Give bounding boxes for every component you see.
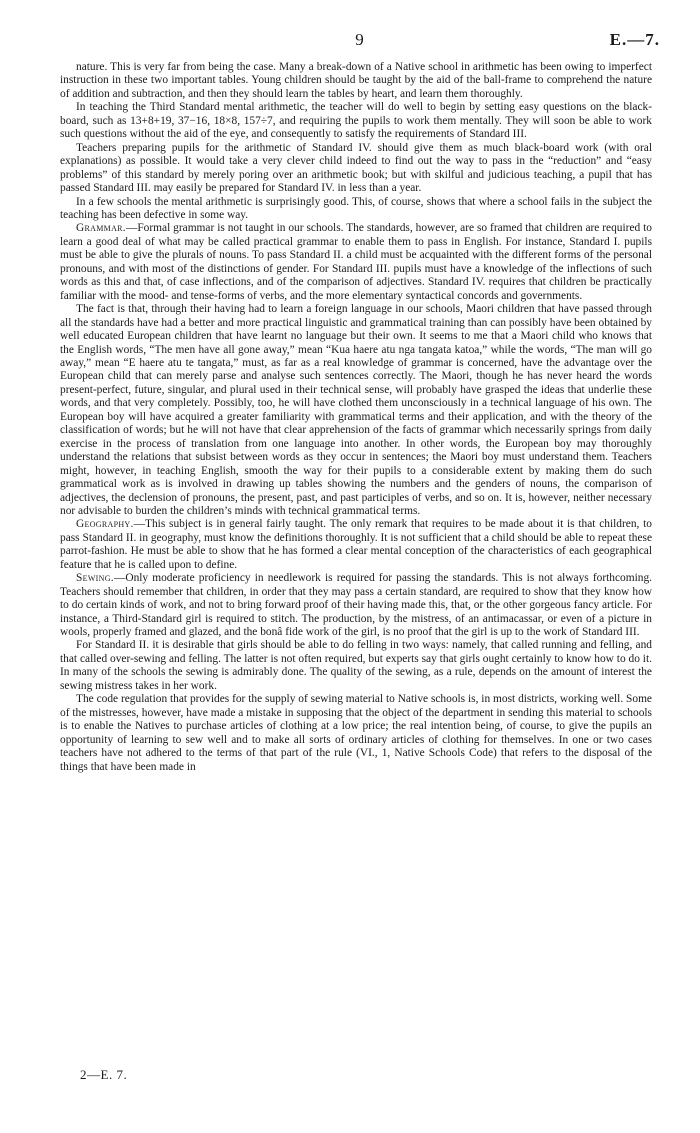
section-heading: Sewing. (76, 572, 114, 585)
paragraph-text: In a few schools the mental arithmetic is surprisingly good. This, of course, shows that where a school fails in the subject the teaching has been defective in some way. (60, 195, 652, 221)
paragraph-text: —Only moderate proficiency in needlework is required for passing the standards. This is not always forthcoming. Teachers should remember that children, in order that they may pass a certain standard, are required to show that they know how to do certain kinds of work, and not to bring forward proof of their having made this, that, or the other gorgeous fancy article. For instance, a Third-Standard girl is required to stitch. The production, by the mistress, of an antimacassar, or even of a picture in wools, properly framed and glazed, and the bonâ fide work of the girl, is no proof that the girl is up to the work of Standard III. (60, 572, 652, 639)
paragraph (60, 693, 652, 774)
paragraph (60, 196, 652, 223)
paragraph (60, 61, 652, 101)
paragraph (60, 639, 652, 693)
body-text (60, 61, 652, 774)
paragraph-text: For Standard II. it is desirable that girls should be able to do felling in two ways: namely, that called running and felling, and that called over-sewing and felling. The latter is not often required, but experts say that girls ought certainly to know how to do it. In many of the schools the sewing is admirably done. The quality of the sewing, as a rule, depends on the amount of interest the sewing mistress takes in her work. (60, 639, 652, 692)
paragraph (60, 518, 652, 572)
paragraph-text: nature. This is very far from being the case. Many a break-down of a Native school in arithmetic has been owing to imperfect instruction in these two important tables. Young children should be taught by the aid of the ball-frame to comprehend the nature of addition and subtraction, and then they should learn the tables by heart, and learn them thoroughly. (60, 61, 652, 100)
page-header (60, 30, 660, 54)
paragraph-text: Teachers preparing pupils for the arithmetic of Standard IV. should give them as much black-board work (with oral explanations) as possible. It would take a very clever child indeed to find out the way to pass in the “reduction” and “easy problems” of this standard by merely poring over an arithmetic book; but with skilful and judicious teaching, a pupil that has passed Standard III. may easily be prepared for Standard IV. in less than a year. (60, 141, 652, 195)
section-heading: Grammar. (76, 222, 126, 235)
paragraph-text: —Formal grammar is not taught in our schools. The standards, however, are so framed that children are required to learn a good deal of what may be called practical grammar to enable them to pass in English. For instance, Standard I. pupils must be able to give the plurals of nouns. To pass Standard II. a child must be acquainted with the different forms of the personal pronouns, and with most of the distinctions of gender. For Standard III. pupils must have a knowledge of the inflections of such words as this and that, of case inflections, and of the comparison of adjectives. Standard IV. requires that children be practically familiar with the mood- and tense-forms of verbs, and the more elementary syntactical concords and governments. (60, 222, 652, 302)
page-number: 9 (355, 30, 365, 49)
paragraph (60, 303, 652, 518)
document-reference: E.—7. (609, 30, 660, 49)
paragraph (60, 572, 652, 639)
paragraph-text: The code regulation that provides for the supply of sewing material to Native schools is, in most districts, working well. Some of the mistresses, however, have made a mistake in supposing that the object of the department in sending this material to schools is to enable the Natives to purchase articles of clothing at a low price; the real intention being, of course, to give the pupils an opportunity of learning to sew well and to make all sorts of ordinary articles of clothing for themselves. In one or two cases teachers have not adhered to the terms of that part of the rule (VI., 1, Native Schools Code) that refers to the disposal of the things that have been made in (60, 693, 652, 773)
paragraph (60, 222, 652, 303)
paragraph-text: —This subject is in general fairly taught. The only remark that requires to be made about it is that children, to pass Standard II. in geography, must know the definitions thoroughly. It is not sufficient that a child should be able to repeat these parrot-fashion. He must be able to show that he has formed a clear mental conception of the characteristics of each geographical feature that he is called upon to define. (60, 518, 652, 571)
paragraph (60, 101, 652, 141)
paragraph-text: In teaching the Third Standard mental arithmetic, the teacher will do well to begin by setting easy questions on the black-board, such as 13+8+19, 37−16, 18×8, 157÷7, and requiring the pupils to work them mentally. They will soon be able to work such questions without the aid of the eye, and consequently to satisfy the requirements of Standard III. (60, 101, 652, 141)
printer-signature: 2—E. 7. (80, 1067, 128, 1082)
paragraph-text: The fact is that, through their having had to learn a foreign language in our schools, Maori children that have passed through all the standards have had a better and more practical linguistic and grammatical training than can possibly have been obtained by well educated European children that have learnt no language but their own. It seems to me that a Maori child who knows that the English words, “The men have all gone away,” mean “Kua haere atu nga tangata katoa,” while the words, “The man will go away,” mean “E haere atu te tangata,” must, as far as a real knowledge of grammar is concerned, have the advantage over the European child that can merely parse and analyse such sentences correctly. The Maori, though he has never heard the words present-perfect, future, singular, and plural used in their technical sense, will probably have grasped the ideas that underlie these words, and that very completely. Possibly, too, he will have clothed them unconsciously in a technical language of his own. The European boy will have acquired a greater familiarity with grammatical terms and their application, and with the theory of the classification of words; but he will not have that clear apprehension of the facts of grammar which necessarily springs from daily exercise in the process of translation from one language into another. In other words, the European boy may thoroughly understand the relations that subsist between words as they occur in sentences; the Maori boy must understand them. Teachers might, however, in teaching English, smooth the way for their pupils to a considerable extent by making them do such grammatical work as is involved in drawing up tables showing the numbers and the genders of nouns, the comparison of adjectives, the declension of pronouns, the present, past, and past participles of verbs, and so on. It is, however, neither necessary nor advisable to burden the children’s minds with technical grammatical terms. (60, 303, 652, 517)
section-heading: Geography. (76, 518, 134, 531)
paragraph (60, 142, 652, 196)
